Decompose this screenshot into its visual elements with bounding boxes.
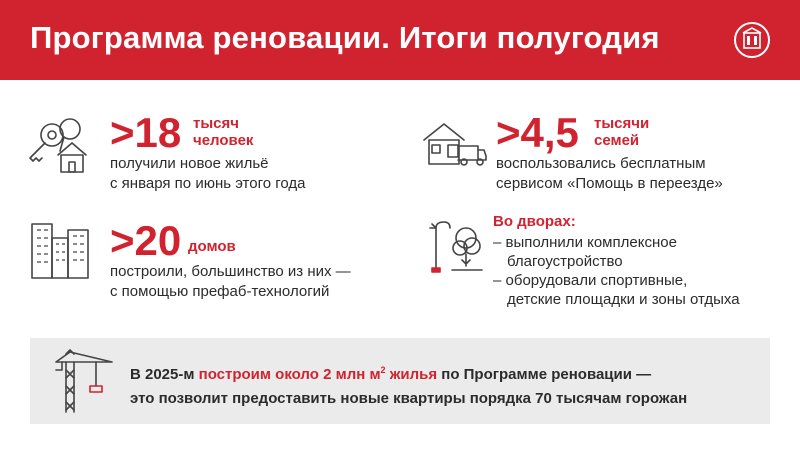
stat-desc-line1: построили, большинство из них — — [110, 263, 351, 280]
list-item: – оборудовали спортивные, — [493, 272, 688, 289]
stat-unit-houses: домов — [188, 238, 236, 255]
page-title: Программа реновации. Итоги полугодия — [30, 20, 660, 55]
stat-number-houses: >20 — [110, 217, 182, 264]
buildings-icon — [30, 218, 90, 280]
stat-number-people: >18 — [110, 109, 182, 156]
summary-banner — [30, 338, 770, 424]
banner-line2: это позволит предоставить новые квартиры порядка 70 тысячам горожан — [130, 390, 688, 407]
park-lamp-tree-icon — [424, 218, 484, 276]
banner-text-part: В 2025-м — [130, 366, 199, 383]
house-truck-icon — [420, 118, 488, 168]
banner-highlight: построим около 2 млн м — [198, 366, 381, 383]
stat-unit-people: человек — [193, 132, 254, 149]
list-item: детские площадки и зоны отдыха — [507, 291, 740, 308]
construction-crane-icon — [52, 348, 118, 414]
moscow-emblem-icon — [733, 21, 771, 59]
stat-desc-line1: воспользовались бесплатным — [496, 155, 706, 172]
banner-text — [130, 358, 687, 411]
list-item: – выполнили комплексное — [493, 234, 677, 251]
banner-superscript: 2 — [380, 365, 386, 375]
banner-text-part: по Программе реновации — — [437, 366, 652, 383]
stat-desc-line1: получили новое жильё — [110, 155, 269, 172]
stat-desc-line2: с января по июнь этого года — [110, 175, 306, 192]
stat-desc-line2: сервисом «Помощь в переезде» — [496, 175, 723, 192]
keys-house-icon — [24, 115, 104, 177]
stat-unit-families: семей — [594, 132, 640, 149]
banner-highlight: жилья — [385, 366, 438, 383]
stat-unit-thousands: тысячи — [594, 115, 650, 132]
stat-desc-line2: с помощью префаб-технологий — [110, 283, 330, 300]
stat-unit-thousand: тысяч — [193, 115, 239, 132]
yards-title: Во дворах: — [493, 213, 576, 230]
list-item: благоустройство — [507, 253, 623, 270]
banner-line1 — [130, 358, 687, 387]
stat-number-families: >4,5 — [496, 109, 579, 156]
header-bar — [0, 0, 800, 80]
yards-list — [493, 233, 740, 309]
